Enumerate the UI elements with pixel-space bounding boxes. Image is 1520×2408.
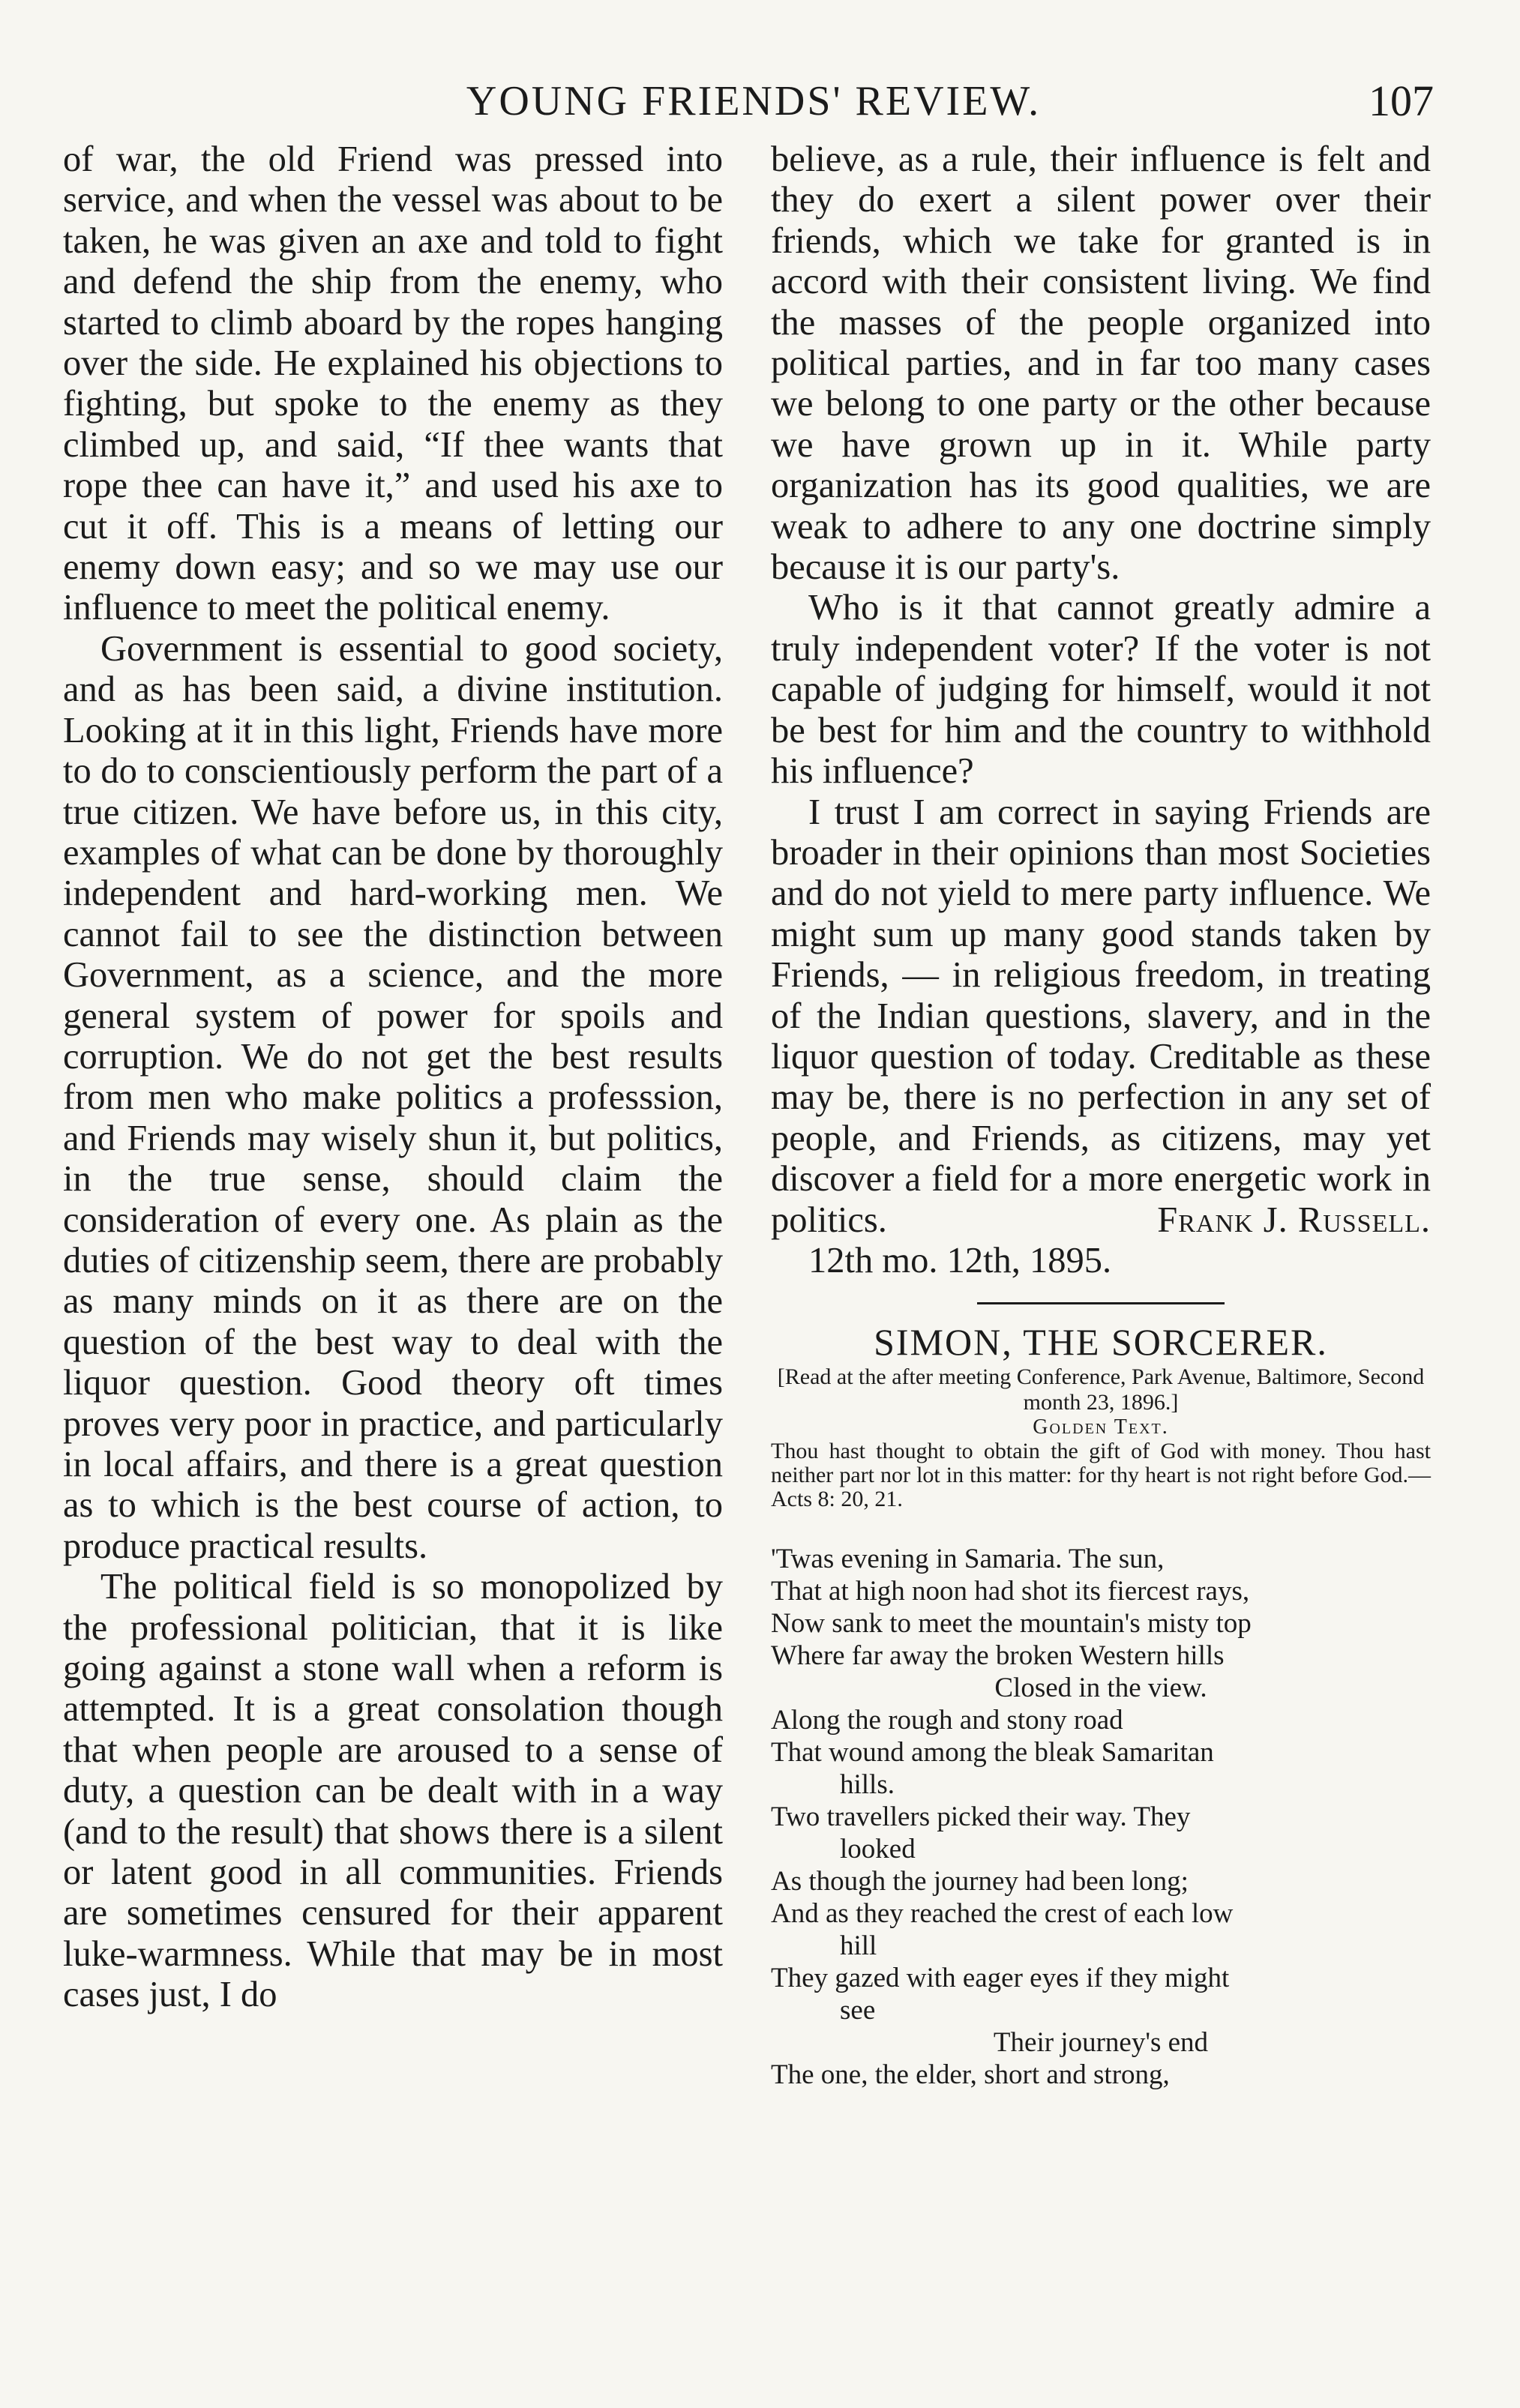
author-signature: Frank J. Russell. xyxy=(1157,1200,1431,1240)
golden-text-heading: Golden Text. xyxy=(1033,1415,1169,1439)
golden-text: Thou hast thought to obtain the gift of God with money. Thou hast neither part nor lot in this matter: for thy heart is not right before God.—Acts 8: 20, 21. xyxy=(771,1439,1431,1512)
left-column xyxy=(63,139,723,2016)
article-note: [Read at the after meeting Conference, Park Avenue, Baltimore, Second month 23, 1896.] xyxy=(777,1364,1425,1415)
poem-line: looked xyxy=(840,1834,916,1865)
poem-line: That wound among the bleak Samaritan xyxy=(771,1737,1214,1769)
poem-line: 'Twas evening in Samaria. The sun, xyxy=(771,1544,1165,1575)
poem-line: Closed in the view. xyxy=(994,1673,1207,1704)
poem-line: They gazed with eager eyes if they might xyxy=(771,1963,1230,1994)
poem-line: And as they reached the crest of each low xyxy=(771,1898,1234,1930)
poem-line: Two travellers picked their way. They xyxy=(771,1802,1191,1833)
page-header xyxy=(60,75,1447,135)
poem-line: hill xyxy=(840,1930,877,1962)
poem-line: Now sank to meet the mountain's misty top xyxy=(771,1608,1252,1640)
right-paragraph-2: Who is it that cannot greatly admire a truly independent voter? If the voter is not capable of judging for himself, would it not be best for him and the country to withhold his influence? xyxy=(771,588,1431,792)
poem-line: see xyxy=(840,1995,876,2026)
poem-line: hills. xyxy=(840,1769,895,1801)
poem xyxy=(771,1543,1431,2091)
page-number: 107 xyxy=(1369,76,1434,125)
right-paragraph-1: believe, as a rule, their influence is felt and they do exert a silent power over their friends, which we take for granted is in accord with their consistent living. We find the masses of the people organized into political parties, and in far too many cases we belong to one party or the other because we have grown up in it. While party organization has its good qualities, we are weak to adhere to any one doctrine simply because it is our party's. xyxy=(771,139,1431,588)
right-column xyxy=(771,139,1431,2091)
article-date: 12th mo. 12th, 1895. xyxy=(808,1240,1112,1280)
poem-line: That at high noon had shot its fiercest rays, xyxy=(771,1576,1250,1607)
journal-title: YOUNG FRIENDS' REVIEW. xyxy=(466,78,1042,124)
left-paragraph-2: Government is essential to good society, and as has been said, a divine institution. Looking at it in this light, Friends have more to do to conscientiously perform the part of a true citizen. We have before us, in this city, examples of what can be done by thoroughly independent and hard-working men. We cannot fail to see the distinction between Government, as a science, and the more general system of power for spoils and corruption. We do not get the best results from men who make politics a professsion, and Friends may wisely shun it, but politics, in the true sense, should claim the consideration of every one. As plain as the duties of citizenship seem, there are probably as many minds on it as there are on the question of the best way to deal with the liquor question. Good theory oft times proves very poor in practice, and particularly in local affairs, and there is a great question as to which is the best course of action, to produce practical results. xyxy=(63,628,723,1566)
poem-line: Along the rough and stony road xyxy=(771,1705,1123,1736)
left-paragraph-1: of war, the old Friend was pressed into service, and when the vessel was about to be taken, he was given an axe and told to fight and defend the ship from the enemy, who started to climb aboard by the ropes hanging over the side. He explained his objections to fighting, but spoke to the enemy as they climbed up, and said, “If thee wants that rope thee can have it,” and used his axe to cut it off. This is a means of letting our enemy down easy; and so we may use our influence to meet the political enemy. xyxy=(63,139,723,628)
poem-line: The one, the elder, short and strong, xyxy=(771,2059,1170,2091)
right-paragraph-3 xyxy=(771,792,1431,1241)
poem-line: Their journey's end xyxy=(993,2027,1209,2059)
left-paragraph-3: The political field is so monopolized by the professional politician, that it is like going against a stone wall when a reform is attempted. It is a great consolation though that when people are aroused to a sense of duty, a question can be dealt with in a way (and to the result) that shows there is a silent or latent good in all communities. Friends are sometimes censured for their apparent luke-warmness. While that may be in most cases just, I do xyxy=(63,1567,723,2015)
right-paragraph-3-text: I trust I am correct in saying Friends are broader in their opinions than most Societies and do not yield to mere party influence. We might sum up many good stands taken by Friends, — in religious freedom, in treating of the Indian questions, slavery, and in the liquor question of today. Creditable as these may be, there is no perfection in any set of people, and Friends, as citizens, may yet discover a field for a more energetic work in politics. xyxy=(771,792,1431,1240)
article-title: SIMON, THE SORCERER. xyxy=(874,1321,1328,1364)
poem-line: Where far away the broken Western hills xyxy=(771,1640,1225,1672)
section-divider xyxy=(977,1302,1225,1304)
poem-line: As though the journey had been long; xyxy=(771,1866,1189,1897)
